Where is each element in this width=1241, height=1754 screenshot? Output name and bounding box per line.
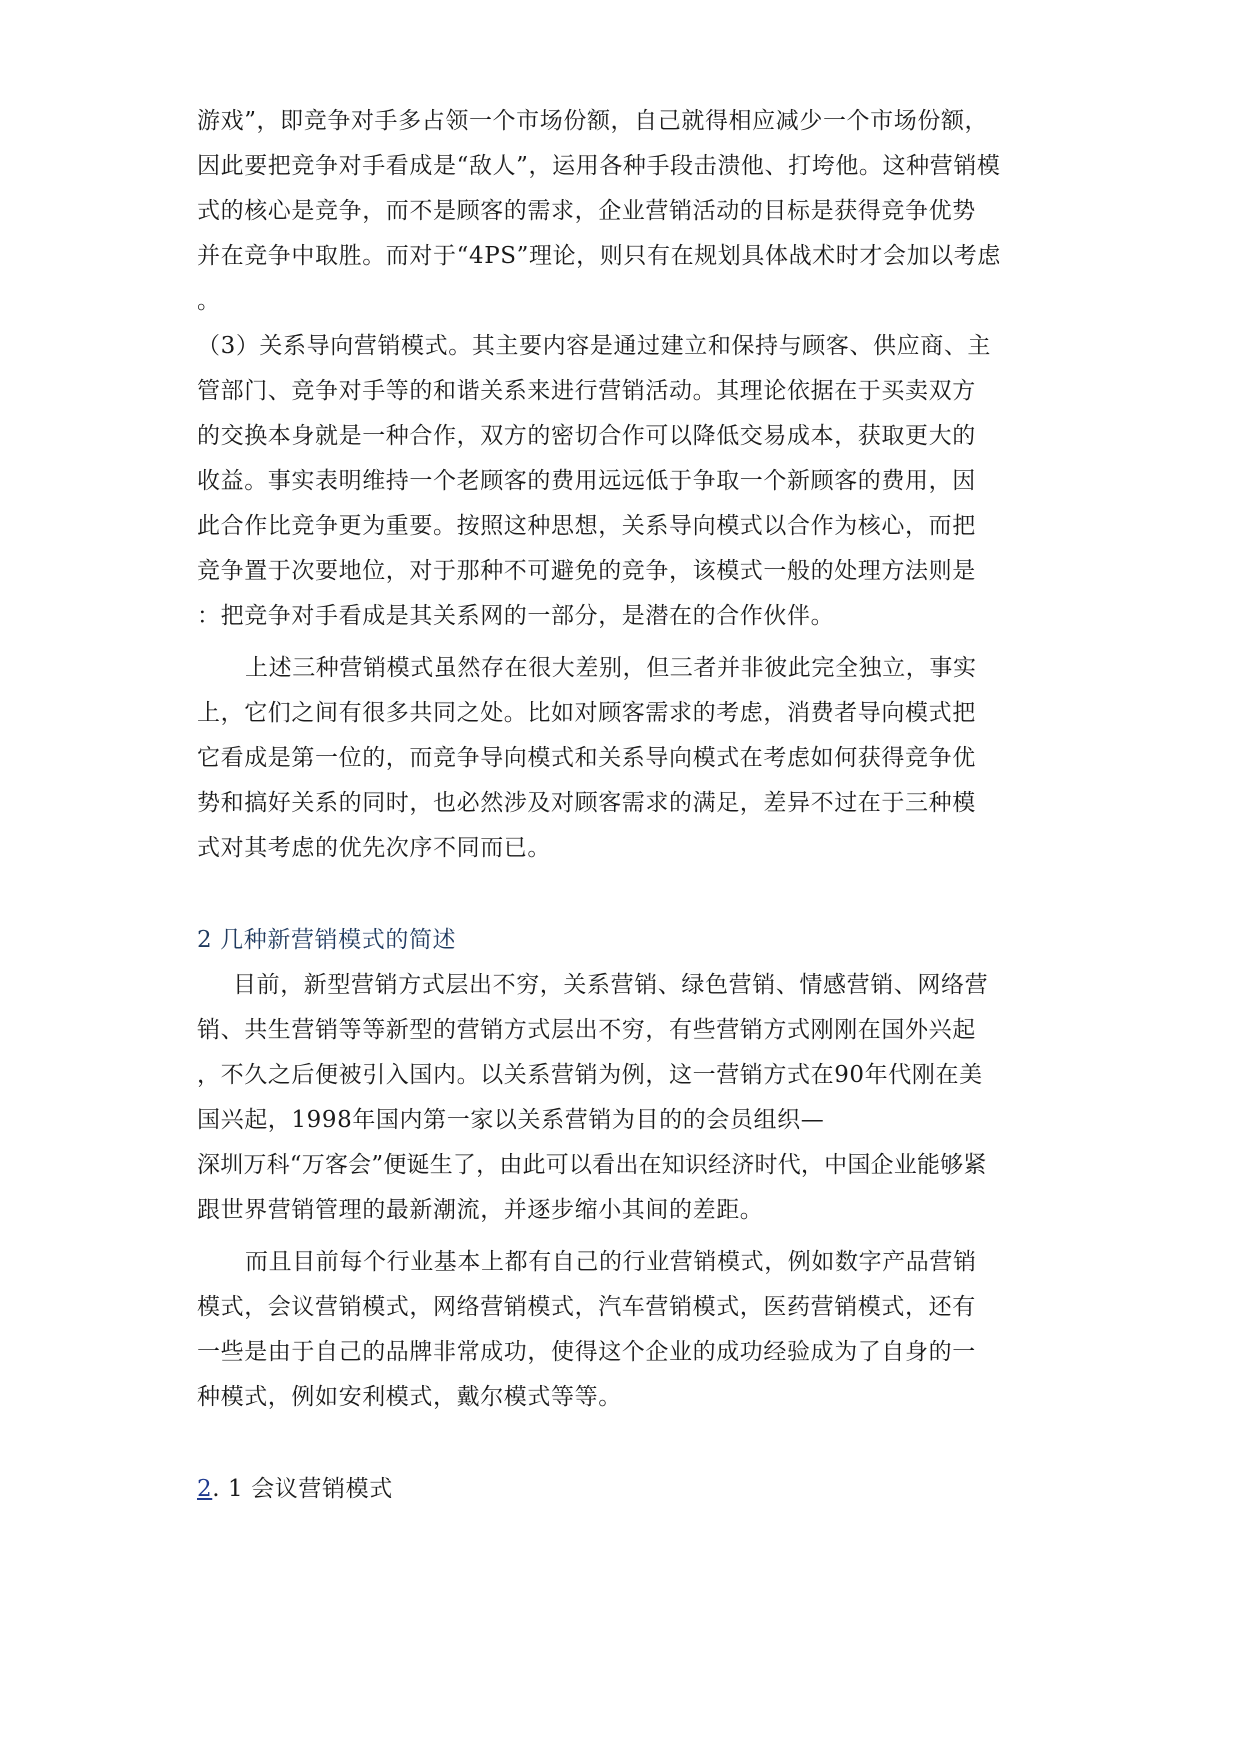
- text-line: 目前，新型营销方式层出不穷，关系营销、绿色营销、情感营销、网络营: [233, 972, 989, 998]
- text-line: ：把竞争对手看成是其关系网的一部分，是潜在的合作伙伴。: [197, 603, 835, 629]
- text-line: 国兴起，1998年国内第一家以关系营销为目的的会员组织—: [197, 1107, 825, 1133]
- text-line: 模式，会议营销模式，网络营销模式，汽车营销模式，医药营销模式，还有: [197, 1294, 976, 1320]
- text-line: ，不久之后便被引入国内。以关系营销为例，这一营销方式在90年代刚在美: [197, 1062, 983, 1088]
- section-number-link[interactable]: 2: [197, 1476, 213, 1502]
- text-line: 收益。事实表明维持一个老顾客的费用远远低于争取一个新顾客的费用，因: [197, 468, 976, 494]
- text-line: 一些是由于自己的品牌非常成功，使得这个企业的成功经验成为了自身的一: [197, 1339, 976, 1365]
- text-line: 式的核心是竞争，而不是顾客的需求，企业营销活动的目标是获得竞争优势: [197, 198, 976, 224]
- text-line: 并在竞争中取胜。而对于“4PS”理论，则只有在规划具体战术时才会加以考虑: [197, 243, 1001, 269]
- text-line: 管部门、竞争对手等的和谐关系来进行营销活动。其理论依据在于买卖双方: [197, 378, 976, 404]
- text-line: 种模式，例如安利模式，戴尔模式等等。: [197, 1384, 622, 1410]
- text-line: 上述三种营销模式虽然存在很大差别，但三者并非彼此完全独立，事实: [245, 655, 977, 681]
- subsection-title: . 1 会议营销模式: [212, 1476, 393, 1502]
- section-heading: 2 几种新营销模式的简述: [197, 927, 457, 953]
- text-line: 而且目前每个行业基本上都有自己的行业营销模式，例如数字产品营销: [245, 1249, 977, 1275]
- text-line: （3）关系导向营销模式。其主要内容是通过建立和保持与顾客、供应商、主: [197, 333, 992, 359]
- text-line: 此合作比竞争更为重要。按照这种思想，关系导向模式以合作为核心，而把: [197, 513, 976, 539]
- text-line: 势和搞好关系的同时，也必然涉及对顾客需求的满足，差异不过在于三种模: [197, 790, 976, 816]
- text-line: 竞争置于次要地位，对于那种不可避免的竞争，该模式一般的处理方法则是: [197, 558, 976, 584]
- text-line: 游戏”，即竞争对手多占领一个市场份额，自己就得相应减少一个市场份额，: [197, 108, 989, 134]
- text-line: 跟世界营销管理的最新潮流，并逐步缩小其间的差距。: [197, 1197, 764, 1223]
- text-line: 的交换本身就是一种合作，双方的密切合作可以降低交易成本，获取更大的: [197, 423, 976, 449]
- text-line: 因此要把竞争对手看成是“敌人”，运用各种手段击溃他、打垮他。这种营销模: [197, 153, 1001, 179]
- text-line: 深圳万科“万客会”便诞生了，由此可以看出在知识经济时代，中国企业能够紧: [197, 1152, 987, 1178]
- text-line: 销、共生营销等等新型的营销方式层出不穷，有些营销方式刚刚在国外兴起: [197, 1017, 976, 1043]
- text-line: 式对其考虑的优先次序不同而已。: [197, 835, 551, 861]
- text-line: 。: [197, 288, 221, 314]
- text-line: 它看成是第一位的，而竞争导向模式和关系导向模式在考虑如何获得竞争优: [197, 745, 976, 771]
- subsection-heading: [197, 1474, 393, 1504]
- text-line: 上，它们之间有很多共同之处。比如对顾客需求的考虑，消费者导向模式把: [197, 700, 976, 726]
